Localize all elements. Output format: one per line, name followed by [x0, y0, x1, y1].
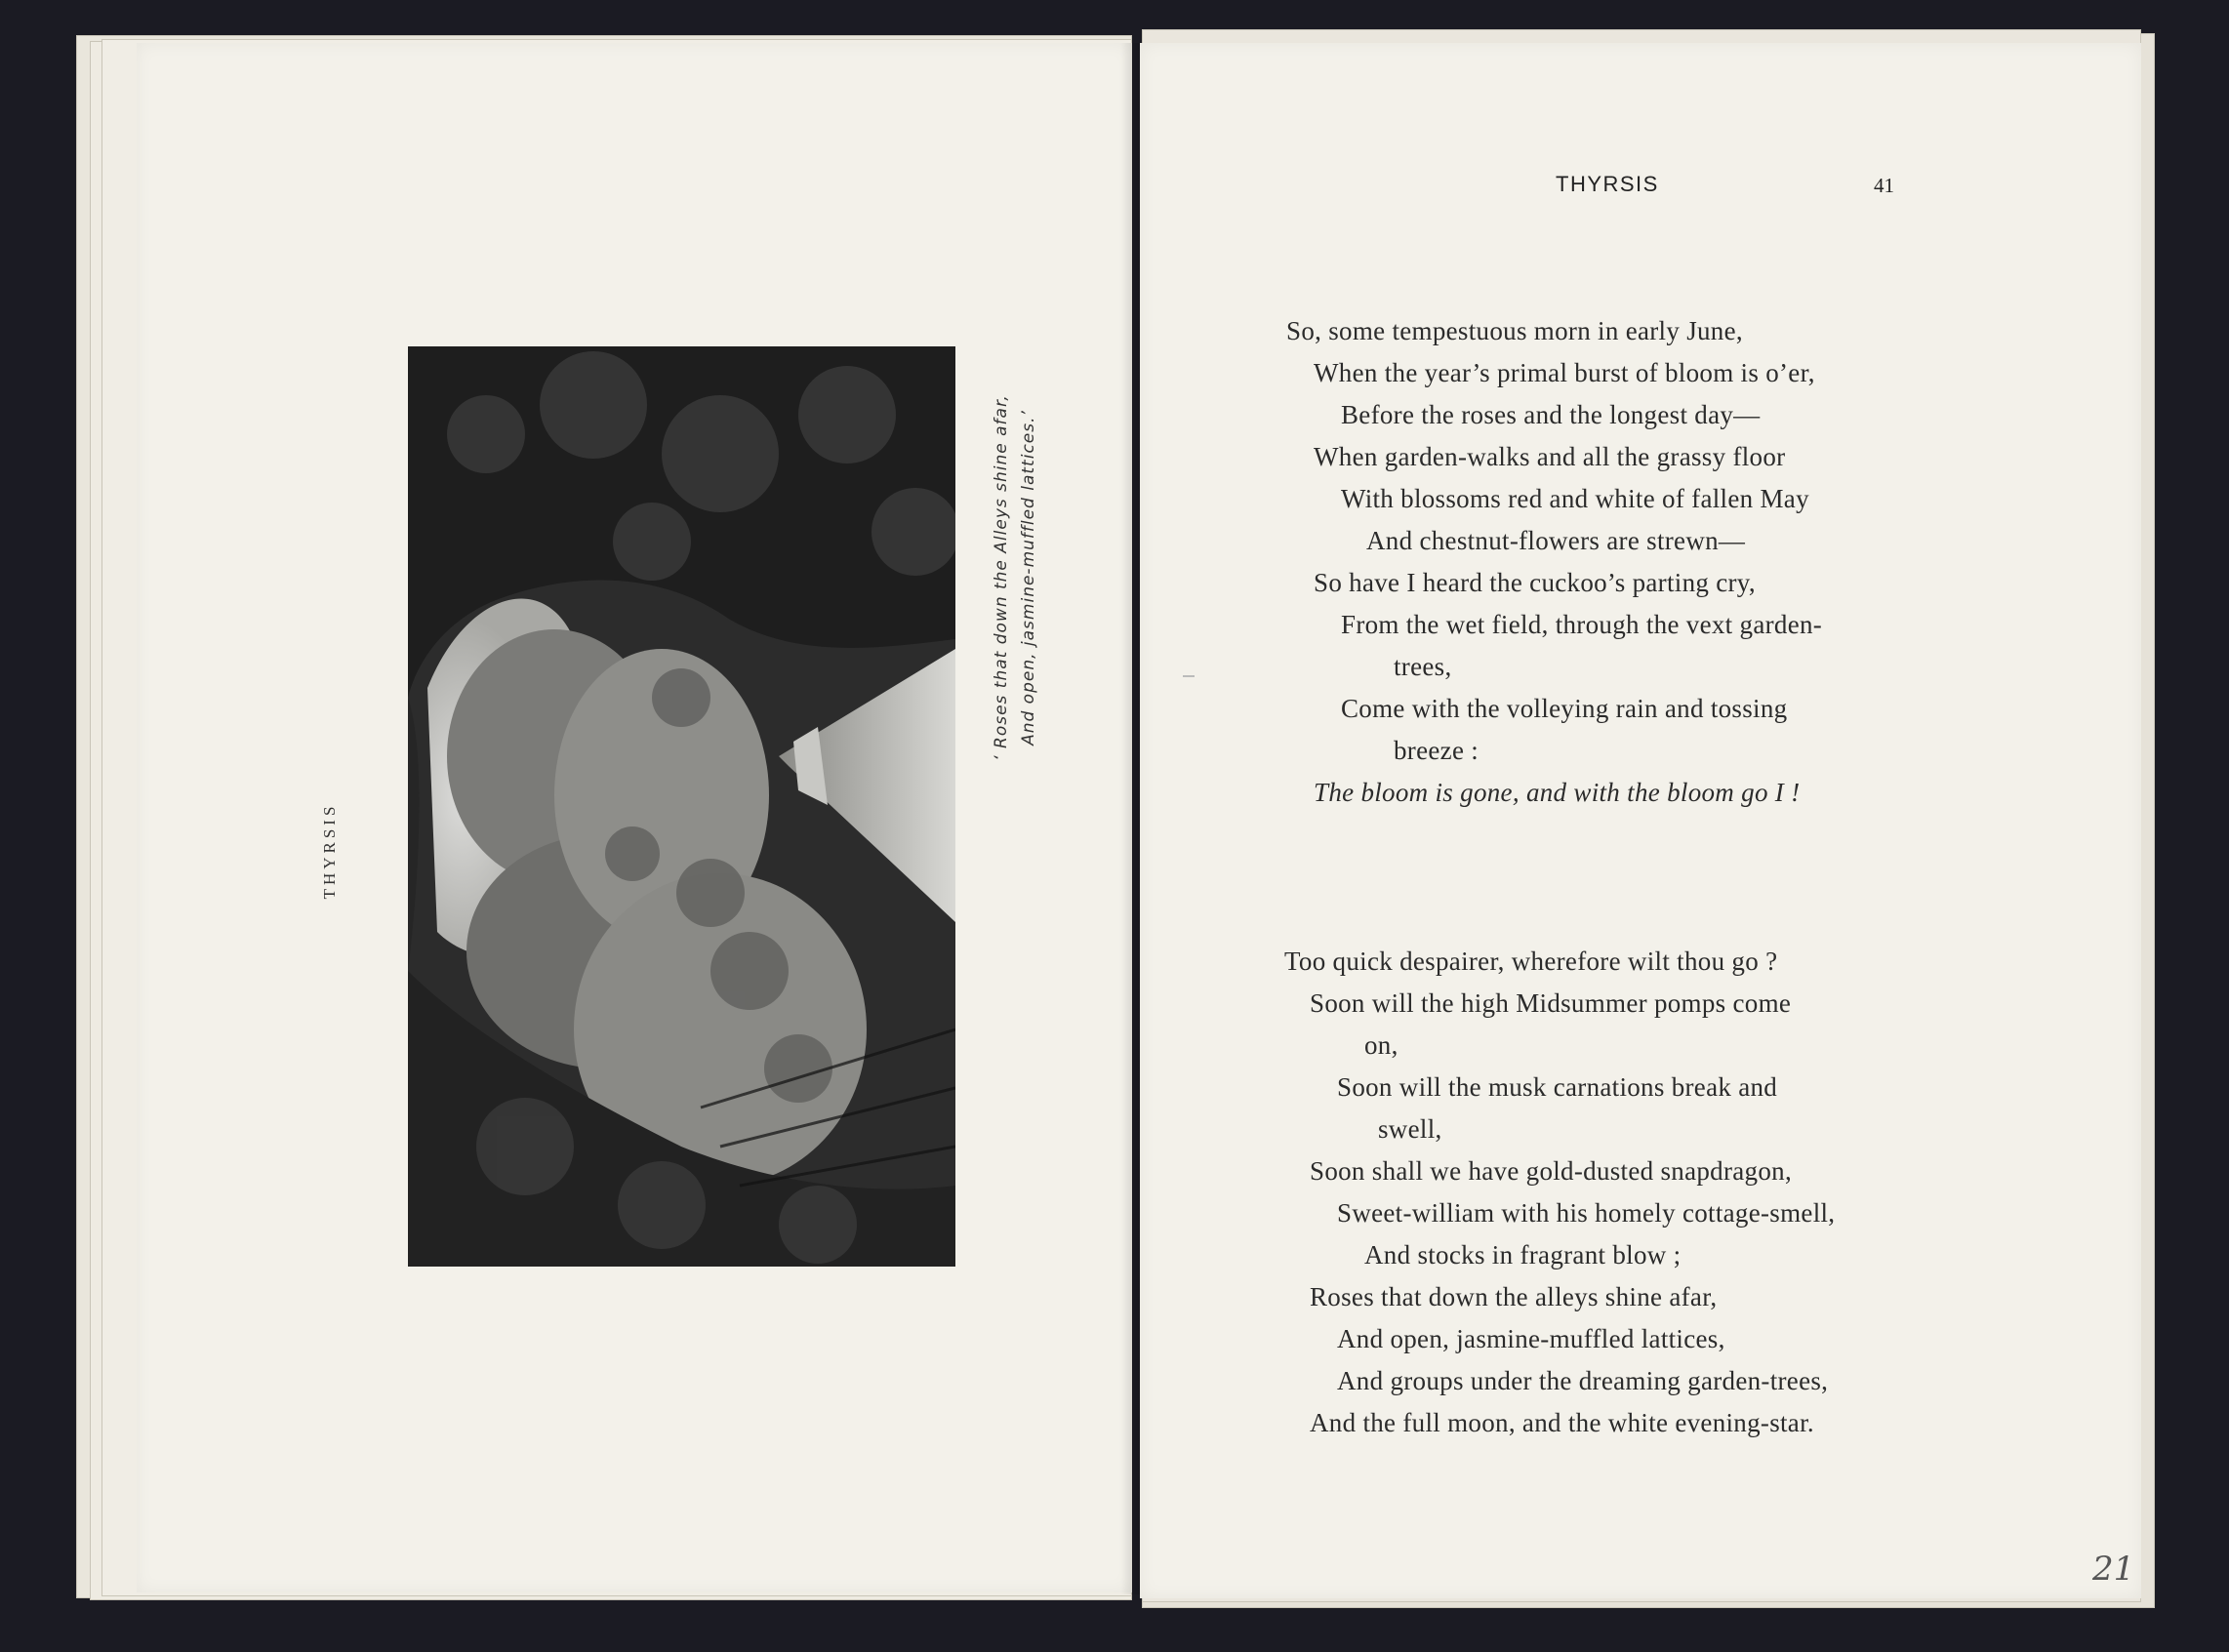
caption-line: ‘ Roses that down the Alleys shine afar, — [992, 394, 1011, 761]
verse-line: Before the roses and the longest day— — [1341, 400, 1761, 429]
verse-refrain: The bloom is gone, and with the bloom go I ! — [1314, 778, 1801, 807]
verse-line: With blossoms red and white of fallen May — [1341, 484, 1809, 513]
verse-line: And open, jasmine-muffled lattices, — [1337, 1324, 1725, 1353]
page-number: 41 — [1874, 174, 1894, 197]
garden-alley-photograph — [408, 346, 955, 1267]
verse-line: trees, — [1394, 652, 1452, 681]
verse-line: When garden-walks and all the grassy floor — [1314, 442, 1786, 471]
running-title-vertical: THYRSIS — [320, 802, 339, 900]
running-header-title: THYRSIS — [1556, 172, 1659, 196]
verse-line: Sweet-william with his homely cottage-smell, — [1337, 1198, 1836, 1228]
verse-line: breeze : — [1394, 736, 1479, 765]
verse-line: So, some tempestuous morn in early June, — [1286, 316, 1743, 345]
verse-line: Too quick despairer, wherefore wilt thou go ? — [1284, 947, 1778, 976]
verse-line: And groups under the dreaming garden-trees, — [1337, 1366, 1829, 1395]
caption-line: And open, jasmine-muffled lattices.’ — [1019, 410, 1038, 745]
page-mark — [1183, 675, 1195, 677]
verse-line: Roses that down the alleys shine afar, — [1310, 1282, 1718, 1311]
verse-line: swell, — [1378, 1114, 1442, 1144]
verse-line: And stocks in fragrant blow ; — [1364, 1240, 1682, 1269]
verse-line: So have I heard the cuckoo’s parting cry, — [1314, 568, 1756, 597]
verse-line: When the year’s primal burst of bloom is o’er, — [1314, 358, 1815, 387]
photograph-illustration — [408, 346, 955, 1267]
verse-line: And chestnut-flowers are strewn— — [1366, 526, 1746, 555]
verse-line: From the wet field, through the vext garden- — [1341, 610, 1823, 639]
verse-line: Soon shall we have gold-dusted snapdragon, — [1310, 1156, 1793, 1186]
verse-line: Soon will the high Midsummer pomps come — [1310, 988, 1792, 1018]
verse-line: Soon will the musk carnations break and — [1337, 1072, 1778, 1102]
verse-line: Come with the volleying rain and tossing — [1341, 694, 1788, 723]
plate-caption — [988, 394, 1042, 761]
verse-line: on, — [1364, 1030, 1398, 1060]
verse-line: And the full moon, and the white evening-star. — [1310, 1408, 1814, 1437]
handwritten-folio-number: 21 — [2092, 1550, 2135, 1589]
right-page — [1140, 43, 2141, 1598]
